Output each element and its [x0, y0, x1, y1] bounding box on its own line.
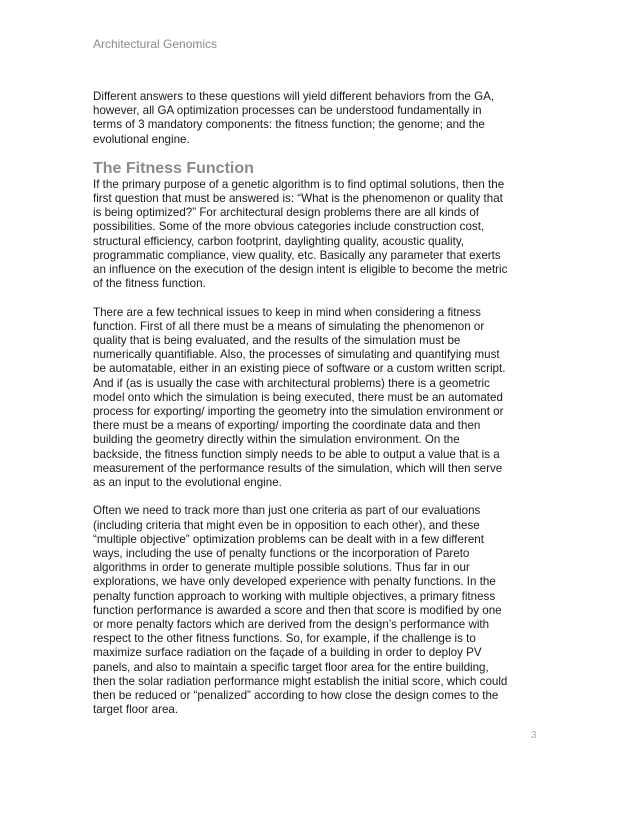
- text-line: panels, and also to maintain a specific target floor area for the entire building,: [93, 660, 489, 674]
- text-line: backside, the fitness function simply needs to be able to output a value that is a: [93, 447, 500, 461]
- text-line: quality that is being evaluated, and the results of the simulation must be: [93, 334, 461, 348]
- text-line: possibilities. Some of the more obvious categories include construction cost,: [93, 220, 485, 234]
- paragraph-spacer: [93, 291, 573, 305]
- text-line: If the primary purpose of a genetic algorithm is to find optimal solutions, then the: [93, 177, 505, 191]
- text-line: Often we need to track more than just one criteria as part of our evaluations: [93, 504, 481, 518]
- text-line: Different answers to these questions will yield different behaviors from the GA,: [93, 90, 495, 103]
- section-heading: The Fitness Function: [93, 159, 254, 177]
- text-line: function. First of all there must be a means of simulating the phenomenon or: [93, 319, 485, 333]
- paragraph-2: [93, 306, 573, 491]
- text-line: there must be a means of exporting/ importing the coordinate data and then: [93, 419, 481, 433]
- text-line: of the fitness function.: [93, 277, 206, 291]
- text-line: evolutional engine.: [93, 132, 190, 146]
- text-line: algorithms in order to generate multiple possible solutions. Thus far in our: [93, 561, 470, 575]
- text-line: function performance is awarded a score and then that score is modified by one: [93, 603, 502, 617]
- text-line: model onto which the simulation is being executed, there must be an automated: [93, 390, 503, 404]
- text-line: penalty function approach to working with multiple objectives, a primary fitness: [93, 589, 496, 603]
- text-line: process for exporting/ importing the geometry into the simulation environment or: [93, 405, 504, 419]
- text-line: an influence on the execution of the design intent is eligible to become the metric: [93, 263, 508, 277]
- text-line: first question that must be answered is: “What is the phenomenon or quality that: [93, 192, 503, 206]
- text-line: There are a few technical issues to keep in mind when considering a fitness: [93, 305, 481, 319]
- text-line: building the geometry directly within the simulation environment. On the: [93, 433, 460, 447]
- paragraph-3: [93, 504, 573, 717]
- text-line: then the solar radiation performance might establish the initial score, which could: [93, 674, 508, 688]
- text-line: And if (as is usually the case with architectural problems) there is a geometric: [93, 376, 490, 390]
- text-line: maximize surface radiation on the façade of a building in order to deploy PV: [93, 646, 482, 660]
- intro-paragraph: [93, 90, 573, 147]
- text-line: numerically quantifiable. Also, the processes of simulating and quantifying must: [93, 348, 500, 362]
- paragraph-spacer: [93, 490, 573, 504]
- text-line: or more penalty factors which are derived from the design’s performance with: [93, 618, 490, 632]
- text-line: programmatic compliance, view quality, etc. Basically any parameter that exerts: [93, 248, 501, 262]
- text-line: target floor area.: [93, 703, 179, 717]
- text-line: “multiple objective” optimization problems can be dealt with in a few different: [93, 532, 484, 546]
- text-line: be automatable, either in an existing piece of software or a custom written script.: [93, 362, 506, 376]
- text-line: as an input to the evolutional engine.: [93, 476, 282, 490]
- text-line: ways, including the use of penalty functions or the incorporation of Pareto: [93, 547, 470, 561]
- text-line: respect to the other fitness functions. So, for example, if the challenge is to: [93, 632, 476, 646]
- text-line: is being optimized?” For architectural design problems there are all kinds of: [93, 206, 480, 220]
- page-body: [93, 90, 573, 718]
- running-header: Architectural Genomics: [93, 37, 218, 51]
- page-number: 3: [531, 730, 537, 741]
- text-line: explorations, we have only developed experience with penalty functions. In the: [93, 575, 496, 589]
- text-line: then be reduced or “penalized” according to how close the design comes to the: [93, 689, 499, 703]
- text-line: (including criteria that might even be in opposition to each other), and these: [93, 518, 480, 532]
- text-line: however, all GA optimization processes can be understood fundamentally in: [93, 104, 482, 118]
- paragraph-1: [93, 178, 573, 292]
- text-line: measurement of the performance results of the simulation, which will then serve: [93, 461, 503, 475]
- text-line: terms of 3 mandatory components: the fitness function; the genome; and the: [93, 118, 485, 132]
- text-line: structural efficiency, carbon footprint, daylighting quality, acoustic quality,: [93, 234, 464, 248]
